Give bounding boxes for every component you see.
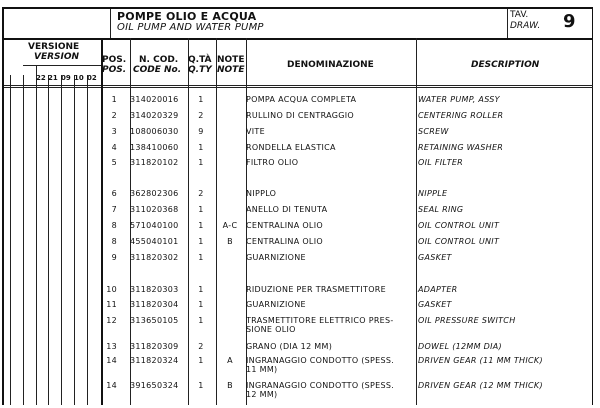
- qty-header-en: Q.TY: [188, 65, 212, 75]
- row-denominazione: TRASMETTITORE ELETTRICO PRES-: [246, 316, 394, 325]
- note-header: NOTE: [217, 55, 245, 65]
- row-qty: 2: [198, 111, 204, 120]
- row-pos: 5: [111, 158, 117, 167]
- row-denominazione: INGRANAGGIO CONDOTTO (SPESS.: [246, 356, 395, 365]
- row-qty: 1: [198, 95, 204, 104]
- row-denominazione-cont: SIONE OLIO: [246, 325, 296, 334]
- row-description: OIL FILTER: [418, 158, 464, 167]
- row-qty: 1: [198, 237, 204, 246]
- pos-header-en: POS.: [102, 65, 127, 75]
- row-note: B: [227, 237, 233, 246]
- versione-header: VERSIONE: [28, 42, 80, 52]
- row-denominazione: RONDELLA ELASTICA: [246, 143, 336, 152]
- row-description: DOWEL (12MM DIA): [418, 342, 502, 351]
- row-code: 311820102: [130, 158, 179, 167]
- row-denominazione: RULLINO DI CENTRAGGIO: [246, 111, 355, 120]
- header-divider: [4, 38, 593, 40]
- row-qty: 1: [198, 253, 204, 262]
- row-pos: 6: [111, 189, 117, 198]
- row-description: OIL CONTROL UNIT: [418, 221, 500, 230]
- row-denominazione: FILTRO OLIO: [246, 158, 299, 167]
- version-code: 02: [87, 74, 97, 82]
- column-header-bottom-line: [4, 87, 593, 88]
- col-line-v7: [87, 75, 88, 405]
- row-denominazione: CENTRALINA OLIO: [246, 221, 323, 230]
- row-qty: 1: [198, 285, 204, 294]
- row-qty: 1: [198, 381, 204, 390]
- row-description: GASKET: [418, 300, 452, 309]
- row-code: 108006030: [130, 127, 179, 136]
- row-description: CENTERING ROLLER: [418, 111, 504, 120]
- row-code: 311820324: [130, 356, 179, 365]
- code-header-en: CODE No.: [133, 65, 182, 75]
- row-code: 138410060: [130, 143, 179, 152]
- row-description: DRIVEN GEAR (12 MM THICK): [418, 381, 543, 390]
- col-line-v3: [36, 65, 37, 405]
- row-qty: 2: [198, 189, 204, 198]
- col-line-desc: [416, 38, 417, 405]
- col-line-pos: [101, 38, 103, 405]
- row-denominazione: ANELLO DI TENUTA: [246, 205, 328, 214]
- version-code: 21: [48, 74, 58, 82]
- row-qty: 9: [198, 127, 204, 136]
- row-qty: 2: [198, 342, 204, 351]
- row-code: 311020368: [130, 205, 179, 214]
- row-pos: 1: [111, 95, 117, 104]
- row-description: OIL PRESSURE SWITCH: [418, 316, 516, 325]
- row-description: WATER PUMP, ASSY: [418, 95, 500, 104]
- version-header: VERSION: [34, 52, 80, 62]
- row-pos: 8: [111, 221, 117, 230]
- row-code: 314020016: [130, 95, 179, 104]
- row-description: NIPPLE: [418, 189, 448, 198]
- version-code: 09: [61, 74, 71, 82]
- title-english: OIL PUMP AND WATER PUMP: [117, 22, 264, 33]
- row-code: 314020329: [130, 111, 179, 120]
- row-description: OIL CONTROL UNIT: [418, 237, 500, 246]
- row-qty: 1: [198, 205, 204, 214]
- tav-left-border: [507, 9, 508, 38]
- row-pos: 13: [106, 342, 117, 351]
- row-pos: 12: [106, 316, 117, 325]
- row-denominazione-cont: 11 MM): [246, 365, 278, 374]
- drawing-number: 9: [563, 11, 576, 32]
- col-line-v4: [48, 75, 49, 405]
- row-denominazione: GUARNIZIONE: [246, 300, 306, 309]
- row-code: 455040101: [130, 237, 179, 246]
- row-code: 571040100: [130, 221, 179, 230]
- tav-label: TAV.: [510, 10, 529, 20]
- row-denominazione: POMPA ACQUA COMPLETA: [246, 95, 357, 104]
- row-description: GASKET: [418, 253, 452, 262]
- col-line-v1: [10, 75, 11, 405]
- row-pos: 11: [106, 300, 117, 309]
- row-denominazione: GRANO (DIA 12 MM): [246, 342, 333, 351]
- row-description: SCREW: [418, 127, 449, 136]
- col-line-v6: [74, 75, 75, 405]
- version-code: 22: [36, 74, 46, 82]
- row-pos: 3: [111, 127, 117, 136]
- version-sub-divider: [23, 65, 101, 66]
- row-description: RETAINING WASHER: [418, 143, 504, 152]
- row-code: 313650105: [130, 316, 179, 325]
- row-denominazione: GUARNIZIONE: [246, 253, 306, 262]
- version-code: 10: [74, 74, 84, 82]
- row-qty: 1: [198, 158, 204, 167]
- row-note: B: [227, 381, 233, 390]
- title-left-border: [110, 9, 111, 38]
- row-pos: 2: [111, 111, 117, 120]
- col-line-v2: [23, 75, 24, 405]
- row-denominazione: INGRANAGGIO CONDOTTO (SPESS.: [246, 381, 395, 390]
- row-denominazione: NIPPLO: [246, 189, 277, 198]
- row-denominazione-cont: 12 MM): [246, 390, 278, 399]
- row-pos: 7: [111, 205, 117, 214]
- description-header: DESCRIPTION: [471, 60, 540, 70]
- row-code: 362802306: [130, 189, 179, 198]
- title-italian: POMPE OLIO E ACQUA: [117, 10, 257, 23]
- row-description: ADAPTER: [418, 285, 458, 294]
- row-denominazione: VITE: [246, 127, 265, 136]
- row-pos: 9: [111, 253, 117, 262]
- pos-header: POS.: [102, 55, 127, 65]
- version-codes-bottom: [4, 85, 593, 86]
- row-code: 311820309: [130, 342, 179, 351]
- row-qty: 1: [198, 300, 204, 309]
- note-header-en: NOTE: [217, 65, 245, 75]
- row-qty: 1: [198, 143, 204, 152]
- row-code: 391650324: [130, 381, 179, 390]
- row-note: A-C: [222, 221, 238, 230]
- row-pos: 4: [111, 143, 117, 152]
- row-pos: 14: [106, 356, 117, 365]
- row-pos: 14: [106, 381, 117, 390]
- row-pos: 10: [106, 285, 117, 294]
- row-code: 311820303: [130, 285, 179, 294]
- row-description: DRIVEN GEAR (11 MM THICK): [418, 356, 543, 365]
- row-denominazione: RIDUZIONE PER TRASMETTITORE: [246, 285, 387, 294]
- draw-label: DRAW.: [510, 21, 541, 31]
- row-note: A: [227, 356, 233, 365]
- row-code: 311820304: [130, 300, 179, 309]
- col-line-v5: [61, 75, 62, 405]
- row-code: 311820302: [130, 253, 179, 262]
- qty-header: Q.TÀ: [188, 55, 212, 65]
- denominazione-header: DENOMINAZIONE: [287, 60, 374, 70]
- code-header: N. COD.: [139, 55, 179, 65]
- row-denominazione: CENTRALINA OLIO: [246, 237, 323, 246]
- row-pos: 8: [111, 237, 117, 246]
- row-qty: 1: [198, 356, 204, 365]
- row-qty: 1: [198, 316, 204, 325]
- row-description: SEAL RING: [418, 205, 464, 214]
- row-qty: 1: [198, 221, 204, 230]
